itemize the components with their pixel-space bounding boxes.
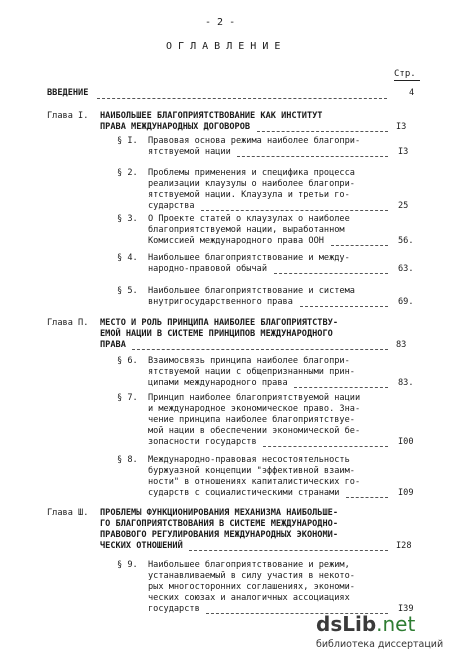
- section-line: буржуазной концепции "эффективной взаим-: [148, 466, 355, 476]
- ch2-page: 83: [396, 340, 407, 350]
- section-leader: [331, 245, 388, 246]
- section-page: 56.: [398, 236, 414, 246]
- ch2-title-line: ПРАВА: [100, 340, 126, 350]
- dslib-subtitle: библиотека диссертаций: [316, 639, 444, 650]
- section-page: I00: [398, 437, 414, 447]
- section-line: мой нации в обеспечении экономической бе-: [148, 426, 361, 436]
- section-line: ятствуемой нации с общепризнанными прин-: [148, 367, 355, 377]
- section-3-number: § 8.: [117, 455, 138, 465]
- section-3-number: § 3.: [117, 214, 138, 224]
- section-5-number: § 5.: [117, 286, 138, 296]
- ch3-title-line: ЧЕСКИХ ОТНОШЕНИЙ: [100, 541, 183, 551]
- section-line: государств: [148, 604, 200, 614]
- page-column-underline: [394, 80, 420, 81]
- section-line: зопасности государств: [148, 437, 257, 447]
- section-line: Принцип наиболее благоприятствуемой нации: [148, 393, 361, 403]
- section-line: Наибольшее благоприятствование и система: [148, 286, 355, 296]
- section-page: I3: [398, 147, 409, 157]
- section-line: народно-правовой обычай: [148, 264, 267, 274]
- toc-title: О Г Л А В Л Е Н И Е: [166, 41, 281, 52]
- section-line: Международно-правовая несостоятельность: [148, 455, 350, 465]
- section-1-number: § 9.: [117, 560, 138, 570]
- dslib-watermark: [300, 608, 450, 655]
- ch2-title-line: ЕМОЙ НАЦИИ В СИСТЕМЕ ПРИНЦИПОВ МЕЖДУНАРОДНОГО: [100, 329, 333, 339]
- section-line: Правовая основа режима наиболее благопри-: [148, 136, 361, 146]
- section-line: устанавливаемый в силу участия в некото-: [148, 571, 355, 581]
- section-line: и международное экономическое право. Зна-: [148, 404, 361, 414]
- ch3-title-line: ПРАВОВОГО РЕГУЛИРОВАНИЯ МЕЖДУНАРОДНЫХ ЭКОНОМИ-: [100, 530, 338, 540]
- section-leader: [346, 497, 388, 498]
- section-page: 63.: [398, 264, 414, 274]
- section-line: благоприятствуемой нации, выработанном: [148, 225, 345, 235]
- section-page: I09: [398, 488, 414, 498]
- section-line: ципами международного права: [148, 378, 288, 388]
- section-line: ятствуемой нации. Клаузула и третьи го-: [148, 190, 350, 200]
- section-1-number: § 6.: [117, 356, 138, 366]
- ch2-label: Глава П.: [47, 318, 89, 328]
- section-line: ности" в отношениях капиталистических го-: [148, 477, 361, 487]
- page-number: - 2 -: [205, 17, 236, 28]
- intro-page: 4: [409, 88, 415, 98]
- section-line: внутригосударственного права: [148, 297, 293, 307]
- ch1-page: I3: [396, 122, 407, 132]
- section-line: О Проекте статей о клаузулах о наиболее: [148, 214, 350, 224]
- page-column-header: Стр.: [394, 69, 416, 79]
- section-line: Наибольшее благоприятствование и между-: [148, 253, 350, 263]
- ch1-leader: [257, 131, 388, 132]
- section-line: ческих союзах и аналогичных ассоциациях: [148, 593, 350, 603]
- section-leader: [201, 210, 388, 211]
- section-leader: [237, 156, 388, 157]
- section-leader: [274, 273, 388, 274]
- section-line: рых многосторонних соглашениях, экономи-: [148, 582, 355, 592]
- section-4-number: § 4.: [117, 253, 138, 263]
- ch3-leader: [189, 550, 388, 551]
- ch2-leader: [132, 349, 388, 350]
- intro-label: ВВЕДЕНИЕ: [47, 88, 89, 98]
- section-leader: [294, 387, 388, 388]
- section-page: I39: [398, 604, 414, 614]
- dslib-logo: dsLib.net: [316, 612, 416, 636]
- section-2-number: § 7.: [117, 393, 138, 403]
- ch3-title-line: ГО БЛАГОПРИЯТСТВОВАНИЯ В СИСТЕМЕ МЕЖДУНАРОДНО-: [100, 519, 338, 529]
- section-line: реализации клаузулы о наиболее благопри-: [148, 179, 355, 189]
- ch3-label: Глава Ш.: [47, 508, 89, 518]
- section-line: чение принципа наиболее благоприятствуе-: [148, 415, 355, 425]
- section-line: Комиссией международного права ООН: [148, 236, 324, 246]
- section-2-number: § 2.: [117, 168, 138, 178]
- section-page: 83.: [398, 378, 414, 388]
- section-line: Проблемы применения и специфика процесса: [148, 168, 355, 178]
- section-leader: [300, 306, 388, 307]
- section-page: 25: [398, 201, 409, 211]
- ch1-title-line: НАИБОЛЬШЕЕ БЛАГОПРИЯТСТВОВАНИЕ КАК ИНСТИТУТ: [100, 111, 323, 121]
- section-line: Наибольшее благоприятствование и режим,: [148, 560, 350, 570]
- ch1-title-line: ПРАВА МЕЖДУНАРОДНЫХ ДОГОВОРОВ: [100, 122, 251, 132]
- section-line: сударства: [148, 201, 195, 211]
- ch1-label: Глава I.: [47, 111, 89, 121]
- section-page: 69.: [398, 297, 414, 307]
- section-line: ятствуемой нации: [148, 147, 231, 157]
- ch3-page: I28: [396, 541, 412, 551]
- ch2-title-line: МЕСТО И РОЛЬ ПРИНЦИПА НАИБОЛЕЕ БЛАГОПРИЯТСТВУ-: [100, 318, 338, 328]
- section-1-number: § I.: [117, 136, 138, 146]
- section-line: сударств с социалистическими странами: [148, 488, 340, 498]
- section-line: Взаимосвязь принципа наиболее благопри-: [148, 356, 350, 366]
- section-leader: [263, 446, 388, 447]
- ch3-title-line: ПРОБЛЕМЫ ФУНКЦИОНИРОВАНИЯ МЕХАНИЗМА НАИБОЛЬШЕ-: [100, 508, 338, 518]
- intro-leader: [97, 98, 387, 99]
